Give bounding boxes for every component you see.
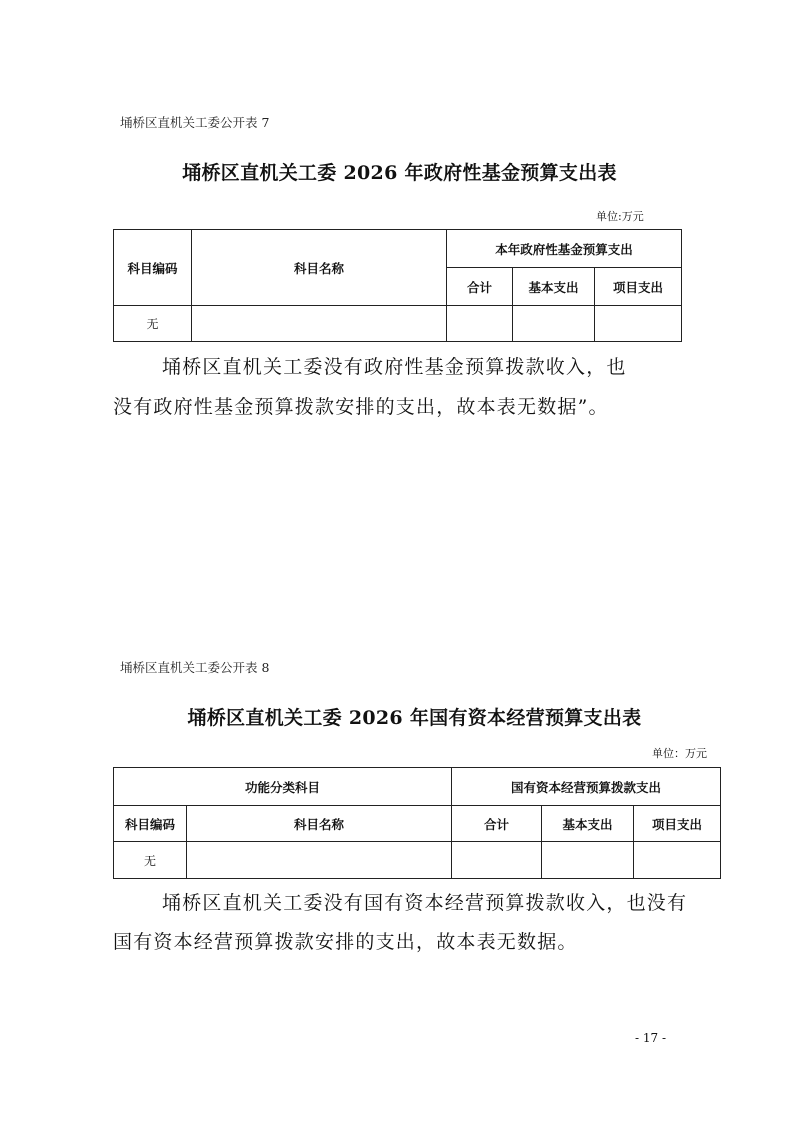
table-8-title: 埇桥区直机关工委 2026 年国有资本经营预算支出表 xyxy=(187,707,642,729)
cell-basic xyxy=(513,306,595,342)
header-gov-fund-expenditure: 本年政府性基金预算支出 xyxy=(447,230,682,268)
note-8-line-1: 埇桥区直机关工委没有国有资本经营预算拨款收入，也没有 xyxy=(162,892,688,914)
header-project-expenditure: 项目支出 xyxy=(595,268,682,306)
note-7-line-1: 埇桥区直机关工委没有政府性基金预算拨款收入，也 xyxy=(162,356,627,378)
table-row xyxy=(114,306,682,342)
header-project-expenditure: 项目支出 xyxy=(634,806,721,842)
note-8-line-2: 国有资本经营预算拨款安排的支出，故本表无数据。 xyxy=(113,931,578,953)
header-functional-classification: 功能分类科目 xyxy=(114,768,452,806)
header-state-capital-expenditure: 国有资本经营预算拨款支出 xyxy=(452,768,721,806)
form-label-7: 埇桥区直机关工委公开表 7 xyxy=(120,115,270,130)
table-7-title: 埇桥区直机关工委 2026 年政府性基金预算支出表 xyxy=(182,162,617,184)
cell-total xyxy=(447,306,513,342)
cell-total xyxy=(452,842,542,879)
table-row xyxy=(114,842,721,879)
cell-basic xyxy=(542,842,634,879)
header-total: 合计 xyxy=(452,806,542,842)
state-capital-budget-table xyxy=(113,767,721,879)
cell-subject-name xyxy=(192,306,447,342)
note-7-line-2: 没有政府性基金预算拨款安排的支出，故本表无数据”。 xyxy=(113,396,609,418)
gov-fund-budget-table xyxy=(113,229,682,342)
header-total: 合计 xyxy=(447,268,513,306)
cell-project xyxy=(595,306,682,342)
form-label-8: 埇桥区直机关工委公开表 8 xyxy=(120,660,270,675)
cell-project xyxy=(634,842,721,879)
cell-subject-code: 无 xyxy=(114,842,187,879)
header-basic-expenditure: 基本支出 xyxy=(513,268,595,306)
header-subject-code: 科目编码 xyxy=(114,230,192,306)
header-subject-name: 科目名称 xyxy=(192,230,447,306)
header-basic-expenditure: 基本支出 xyxy=(542,806,634,842)
header-subject-name: 科目名称 xyxy=(187,806,452,842)
cell-subject-name xyxy=(187,842,452,879)
page-number: - 17 - xyxy=(635,1031,667,1045)
unit-label-8: 单位：万元 xyxy=(652,747,707,760)
unit-label-7: 单位:万元 xyxy=(596,210,644,223)
header-subject-code: 科目编码 xyxy=(114,806,187,842)
cell-subject-code: 无 xyxy=(114,306,192,342)
